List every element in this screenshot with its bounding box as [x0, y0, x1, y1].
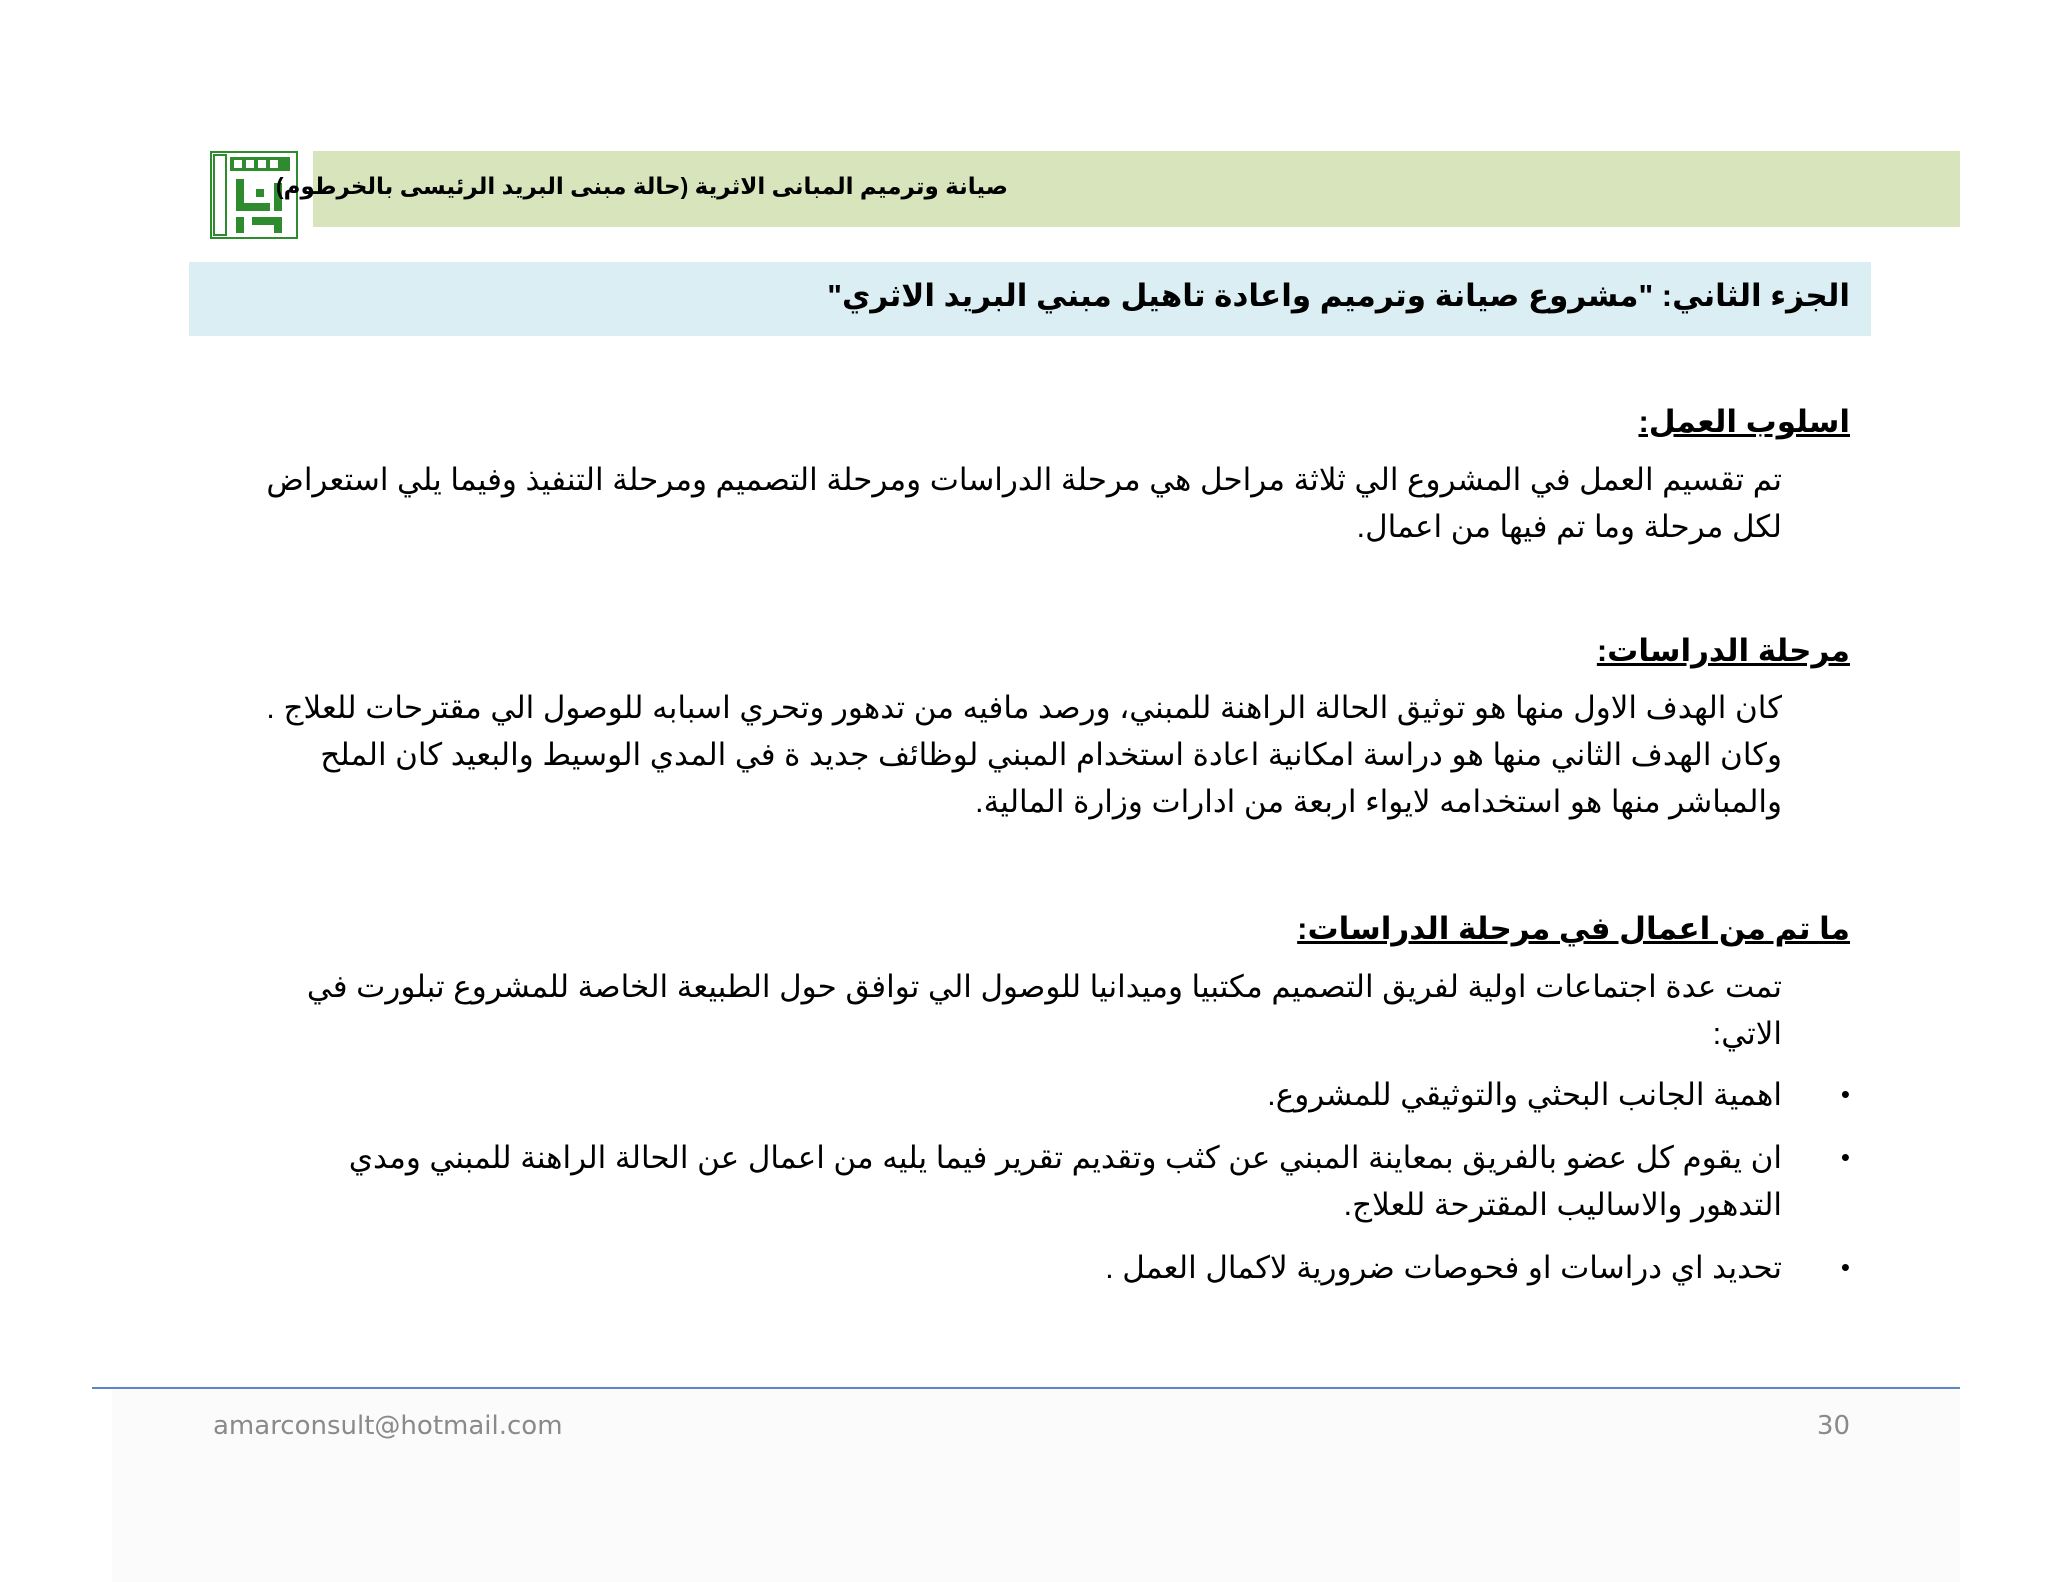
document-header-title: صيانة وترميم المبانى الاثرية (حالة مبنى البريد الرئيسى بالخرطوم) [275, 173, 1008, 199]
bullet-icon: • [1840, 1252, 1850, 1282]
section-heading-studies-work: ما تم من اعمال في مرحلة الدراسات: [1297, 911, 1850, 946]
bullet-icon: • [1840, 1079, 1850, 1109]
list-item [272, 1134, 1850, 1228]
part-title: الجزء الثاني: "مشروع صيانة وترميم واعادة تاهيل مبني البريد الاثري" [827, 278, 1850, 313]
section-body-work-method: تم تقسيم العمل في المشروع الي ثلاثة مراحل هي مرحلة الدراسات ومرحلة التصميم ومرحلة التنفيذ وفيما يلي استعراض لكل مرحلة وما تم فيها من اعمال. [266, 462, 1782, 544]
list-item-text: اهمية الجانب البحثي والتوثيقي للمشروع. [1267, 1077, 1782, 1112]
list-item [272, 1071, 1850, 1118]
section-body-studies-work: تمت عدة اجتماعات اولية لفريق التصميم مكتبيا وميدانيا للوصول الي توافق حول الطبيعة الخاصة للمشروع تبلورت في الاتي: [306, 969, 1782, 1051]
section-heading-studies-phase: مرحلة الدراسات: [1596, 633, 1850, 668]
section-heading-work-method: اسلوب العمل: [1638, 404, 1850, 439]
section-body-studies-phase: كان الهدف الاول منها هو توثيق الحالة الراهنة للمبني، ورصد مافيه من تدهور وتحري اسبابه للوصول الي مقترحات للعلاج . وكان الهدف الثاني منها هو دراسة امكانية اعادة استخدام المبني لوظائف جديد ة في المدي الوسيط والبعيد كان الملح والمباشر منها هو استخدامه لايواء اربعة من ادارات وزارة المالية. [266, 690, 1782, 819]
bullet-icon: • [1840, 1142, 1850, 1172]
studies-work-bullet-list [272, 1071, 1850, 1307]
footer-email: amarconsult@hotmail.com [213, 1411, 563, 1441]
list-item-text: تحديد اي دراسات او فحوصات ضرورية لاكمال العمل . [1105, 1250, 1782, 1285]
footer-divider [92, 1387, 1960, 1389]
page-number: 30 [1816, 1411, 1850, 1441]
list-item [272, 1244, 1850, 1291]
list-item-text: ان يقوم كل عضو بالفريق بمعاينة المبني عن كثب وتقديم تقرير فيما يليه من اعمال عن الحالة الراهنة للمبني ومدي التدهور والاساليب المقترحة للعلاج. [348, 1140, 1782, 1222]
